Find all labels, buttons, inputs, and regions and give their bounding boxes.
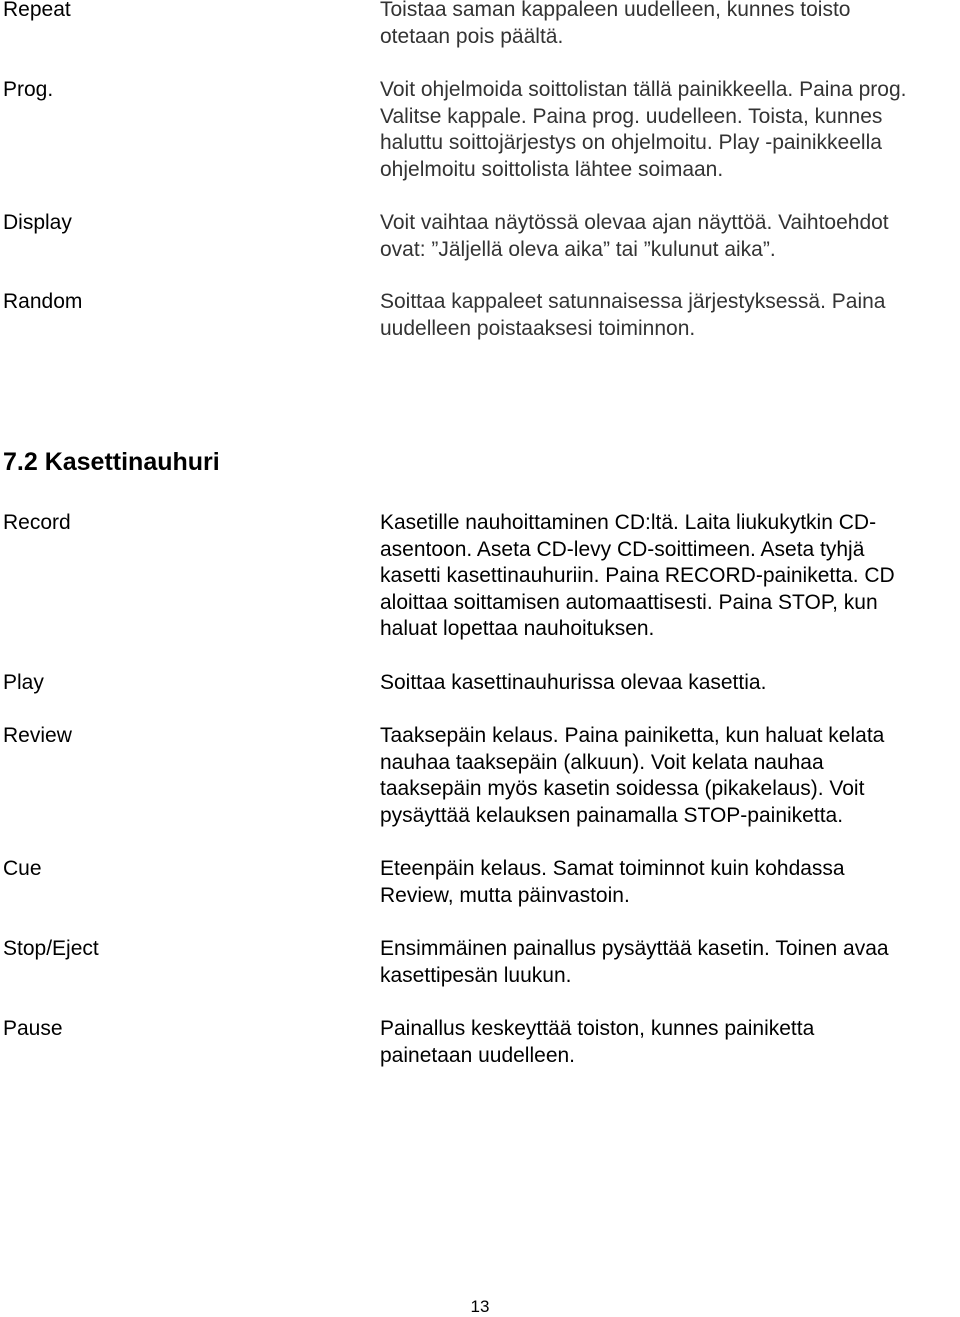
term-prog: Prog. — [3, 78, 54, 101]
description-pause — [380, 1016, 955, 1069]
term-play: Play — [3, 671, 44, 694]
description-line: kasettipesän luukun. — [380, 963, 572, 987]
description-line: Eteenpäin kelaus. Samat toiminnot kuin kohdassa — [380, 857, 845, 880]
description-line: haluat lopettaa nauhoituksen. — [380, 617, 655, 640]
description-record — [380, 510, 955, 643]
description-line: Soittaa kappaleet satunnaisessa järjestyksessä. Paina — [380, 290, 886, 313]
description-line: Kasetille nauhoittaminen CD:ltä. Laita liukukytkin CD- — [380, 511, 877, 534]
description-line: nauhaa taaksepäin (alkuun). Voit kelata nauhaa — [380, 750, 824, 774]
description-cue — [380, 856, 955, 909]
description-line: asentoon. Aseta CD-levy CD-soittimeen. Aseta tyhjä — [380, 537, 865, 561]
description-line: aloittaa soittamisen automaattisesti. Paina STOP, kun — [380, 590, 878, 614]
term-cue: Cue — [3, 857, 42, 880]
description-line: Painallus keskeyttää toiston, kunnes painiketta — [380, 1017, 815, 1040]
description-line: ovat: ”Jäljellä oleva aika” tai ”kulunut aika”. — [380, 237, 776, 261]
description-line: otetaan pois päältä. — [380, 24, 564, 48]
description-line: Toistaa saman kappaleen uudelleen, kunnes toisto — [380, 0, 851, 21]
term-random: Random — [3, 290, 83, 313]
section-heading: 7.2 Kasettinauhuri — [3, 448, 220, 476]
description-line: painetaan uudelleen. — [380, 1043, 576, 1067]
term-review: Review — [3, 724, 72, 747]
term-pause: Pause — [3, 1017, 63, 1040]
description-line: Voit ohjelmoida soittolistan tällä painikkeella. Paina prog. — [380, 78, 907, 101]
description-random — [380, 289, 955, 342]
page-number: 13 — [470, 1297, 490, 1316]
description-line: Taaksepäin kelaus. Paina painiketta, kun haluat kelata — [380, 724, 885, 747]
description-line: uudelleen poistaaksesi toiminnon. — [380, 316, 696, 340]
description-line: kasetti kasettinauhuriin. Paina RECORD-painiketta. CD — [380, 564, 895, 587]
term-record: Record — [3, 511, 71, 534]
description-line: haluttu soittojärjestys on ohjelmoitu. Play -painikkeella — [380, 131, 882, 154]
description-line: Soittaa kasettinauhurissa olevaa kasettia. — [380, 671, 767, 694]
description-repeat — [380, 0, 955, 50]
term-repeat: Repeat — [3, 0, 71, 21]
description-prog — [380, 77, 955, 183]
description-play — [380, 670, 955, 697]
description-line: ohjelmoitu soittolista lähtee soimaan. — [380, 157, 724, 181]
description-display — [380, 210, 955, 263]
description-line: Ensimmäinen painallus pysäyttää kasetin. Toinen avaa — [380, 937, 889, 960]
term-display: Display — [3, 211, 72, 234]
description-line: Review, mutta päinvastoin. — [380, 883, 630, 907]
description-line: pysäyttää kelauksen painamalla STOP-painiketta. — [380, 803, 844, 827]
term-stop-eject: Stop/Eject — [3, 937, 99, 960]
description-review — [380, 723, 955, 829]
description-line: Valitse kappale. Paina prog. uudelleen. Toista, kunnes — [380, 104, 883, 128]
description-line: Voit vaihtaa näytössä olevaa ajan näyttöä. Vaihtoehdot — [380, 211, 889, 234]
description-line: taaksepäin myös kasetin soidessa (pikakelaus). Voit — [380, 777, 865, 800]
description-stop-eject — [380, 936, 955, 989]
